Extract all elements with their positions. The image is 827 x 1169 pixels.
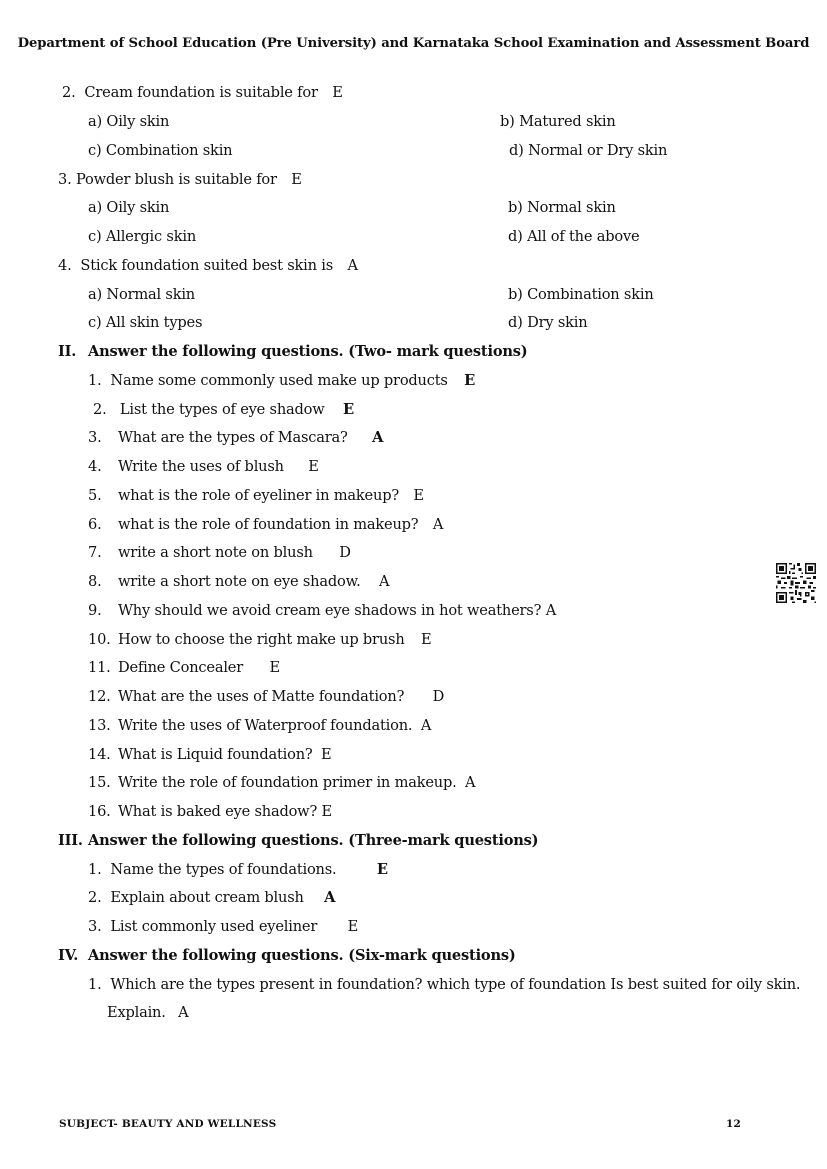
question-number: 8. <box>88 573 102 590</box>
question-item <box>88 688 444 705</box>
question-item <box>88 487 424 504</box>
difficulty-level: E <box>269 659 280 676</box>
difficulty-level: E <box>291 171 302 188</box>
question-text: How to choose the right make up brush <box>118 631 405 648</box>
section-numeral: IV. <box>58 947 79 964</box>
question-item <box>88 659 280 676</box>
question-item <box>88 429 383 446</box>
mcq-option: c) Combination skin <box>88 142 233 159</box>
question-number: 2. <box>93 401 107 418</box>
difficulty-level: A <box>372 429 384 446</box>
question-number: 1. <box>88 976 102 993</box>
question-text: List the types of eye shadow <box>119 401 325 418</box>
difficulty-level: E <box>320 746 332 763</box>
difficulty-level: A <box>420 717 432 734</box>
mcq-question <box>58 171 302 188</box>
mcq-option: d) Normal or Dry skin <box>509 142 668 159</box>
question-item <box>93 401 354 418</box>
question-number: 7. <box>88 544 102 561</box>
mcq-option: c) All skin types <box>88 314 203 331</box>
section-title: Answer the following questions. (Three-mark questions) <box>88 832 539 849</box>
question-text: Which are the types present in foundation? which type of foundation Is best suited for oily skin. <box>110 976 801 993</box>
difficulty-level: A <box>432 516 444 533</box>
difficulty-level: E <box>332 84 343 101</box>
question-number: 4. <box>58 257 72 274</box>
question-number: 1. <box>88 372 102 389</box>
section-numeral: II. <box>58 343 77 360</box>
section-heading <box>58 832 538 849</box>
question-text: What are the types of Mascara? <box>118 429 348 446</box>
question-item <box>88 458 319 475</box>
mcq-question <box>62 84 343 101</box>
difficulty-level: E <box>308 458 319 475</box>
section-title: Answer the following questions. (Six-mark questions) <box>88 947 516 964</box>
question-item <box>88 516 443 533</box>
mcq-option: c) Allergic skin <box>88 228 197 245</box>
qr-code-icon <box>776 563 816 603</box>
question-item <box>88 976 800 993</box>
question-item <box>88 544 351 561</box>
difficulty-level: E <box>420 631 432 648</box>
question-number: 3. <box>58 171 72 188</box>
question-number: 11. <box>88 659 111 676</box>
mcq-option: b) Combination skin <box>508 286 654 303</box>
question-text: Stick foundation suited best skin is <box>80 257 333 274</box>
difficulty-level: E <box>376 861 388 878</box>
mcq-option: b) Matured skin <box>500 113 616 130</box>
difficulty-level: D <box>339 544 351 561</box>
question-number: 9. <box>88 602 102 619</box>
question-text: Define Concealer <box>118 659 244 676</box>
mcq-option: d) All of the above <box>508 228 640 245</box>
page-number: 12 <box>726 1118 742 1130</box>
question-number: 4. <box>88 458 102 475</box>
question-text: Name some commonly used make up products <box>110 372 448 389</box>
question-number: 14. <box>88 746 111 763</box>
question-number: 16. <box>88 803 111 820</box>
question-item <box>88 746 331 763</box>
question-number: 6. <box>88 516 102 533</box>
question-continuation <box>107 1004 189 1021</box>
question-text: Why should we avoid cream eye shadows in hot weathers? <box>118 602 542 619</box>
section-heading <box>58 343 527 360</box>
mcq-option: a) Normal skin <box>88 286 196 303</box>
question-text: Cream foundation is suitable for <box>84 84 318 101</box>
difficulty-level: E <box>413 487 424 504</box>
difficulty-level: D <box>432 688 445 705</box>
question-item <box>88 861 388 878</box>
question-item <box>88 631 431 648</box>
question-item <box>88 573 389 590</box>
question-text: Powder blush is suitable for <box>75 171 277 188</box>
difficulty-level: A <box>379 573 390 590</box>
question-item <box>88 774 475 791</box>
difficulty-level: A <box>545 602 557 619</box>
page-header: Department of School Education (Pre University) and Karnataka School Examination and Assessment Board <box>17 36 810 51</box>
difficulty-level: E <box>343 401 354 418</box>
question-text: What is baked eye shadow? <box>118 803 318 820</box>
question-number: 10. <box>88 631 111 648</box>
question-item <box>88 918 358 935</box>
question-item <box>88 717 431 734</box>
mcq-option: a) Oily skin <box>88 199 170 216</box>
mcq-option: b) Normal skin <box>508 199 616 216</box>
question-text: Name the types of foundations. <box>110 861 337 878</box>
question-text: write a short note on eye shadow. <box>118 573 361 590</box>
section-title: Answer the following questions. (Two- mark questions) <box>88 343 528 360</box>
question-text: what is the role of foundation in makeup? <box>118 516 419 533</box>
question-number: 12. <box>88 688 111 705</box>
question-number: 2. <box>62 84 76 101</box>
question-number: 1. <box>88 861 102 878</box>
question-text: Write the role of foundation primer in makeup. <box>118 774 457 791</box>
mcq-option: d) Dry skin <box>508 314 588 331</box>
question-text: Write the uses of blush <box>118 458 284 475</box>
question-item <box>88 803 332 820</box>
question-item <box>88 372 475 389</box>
question-text: Explain. <box>107 1004 166 1021</box>
section-numeral: III. <box>58 832 83 849</box>
question-number: 2. <box>88 889 102 906</box>
difficulty-level: E <box>321 803 333 820</box>
question-text: write a short note on blush <box>118 544 313 561</box>
question-number: 3. <box>88 918 102 935</box>
question-number: 5. <box>88 487 102 504</box>
question-text: List commonly used eyeliner <box>110 918 318 935</box>
difficulty-level: A <box>347 257 358 274</box>
question-number: 13. <box>88 717 111 734</box>
question-number: 3. <box>88 429 102 446</box>
question-number: 15. <box>88 774 111 791</box>
question-text: Write the uses of Waterproof foundation. <box>118 717 413 734</box>
question-item <box>88 889 335 906</box>
difficulty-level: A <box>465 774 476 791</box>
question-text: what is the role of eyeliner in makeup? <box>118 487 399 504</box>
section-heading <box>58 947 516 964</box>
question-text: What is Liquid foundation? <box>118 746 313 763</box>
mcq-option: a) Oily skin <box>88 113 170 130</box>
difficulty-level: A <box>178 1004 189 1021</box>
question-item <box>88 602 556 619</box>
difficulty-level: E <box>347 918 359 935</box>
footer-subject: SUBJECT- BEAUTY AND WELLNESS <box>59 1118 277 1130</box>
question-text: Explain about cream blush <box>110 889 304 906</box>
difficulty-level: A <box>324 889 336 906</box>
question-text: What are the uses of Matte foundation? <box>118 688 405 705</box>
mcq-question <box>58 257 358 274</box>
difficulty-level: E <box>464 372 476 389</box>
